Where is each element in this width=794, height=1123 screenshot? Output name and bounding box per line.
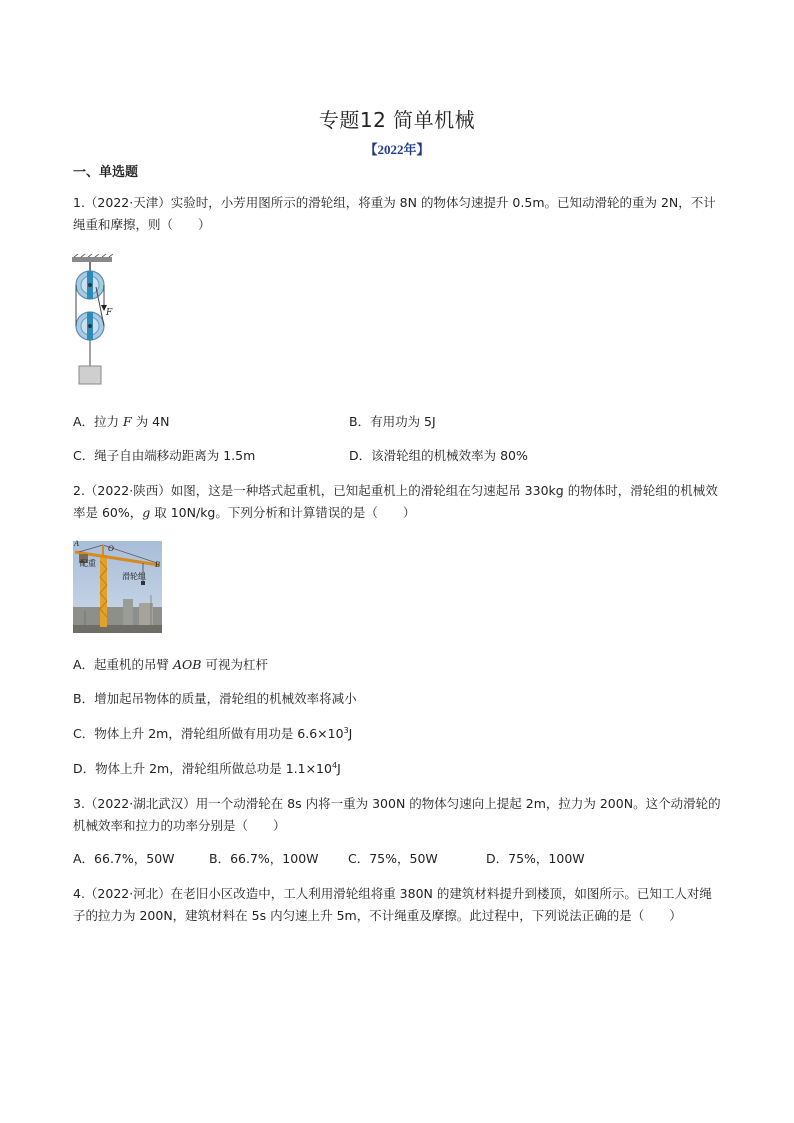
- option-1a: A．拉力 F 为 4N: [73, 414, 170, 429]
- pulley-system-figure: [66, 254, 120, 388]
- option-1d: D．该滑轮组的机械效率为 80%: [349, 448, 528, 463]
- force-label: F: [106, 308, 113, 318]
- photo-label-a: A: [74, 539, 79, 548]
- option-2b: B．增加起吊物体的质量，滑轮组的机械效率将减小: [73, 691, 357, 706]
- page-title: 专题12 简单机械: [318, 108, 476, 132]
- option-3d: D．75%，100W: [486, 851, 585, 866]
- option-3b: B．66.7%，100W: [209, 851, 319, 866]
- option-2a: A．起重机的吊臂 AOB 可视为杠杆: [73, 657, 268, 672]
- question-2-text: 2.（2022·陕西）如图，这是一种塔式起重机，已知起重机上的滑轮组在匀速起吊 330kg 的物体时，滑轮组的机械效率是 60%，g 取 10N/kg。下列分析和计算错误的是（ ）: [73, 483, 718, 520]
- photo-label-o: O: [108, 544, 114, 553]
- option-2d: D．物体上升 2m，滑轮组所做总功是 $1.1\times 10^4J$: [73, 760, 341, 776]
- photo-label-b: B: [155, 560, 160, 569]
- tower-crane-photo: [73, 541, 162, 633]
- option-3a: A．66.7%，50W: [73, 851, 175, 866]
- photo-label-pulley: 滑轮组: [122, 572, 146, 581]
- photo-label-counterweight: 配重: [80, 559, 96, 568]
- option-1c: C．绳子自由端移动距离为 1.5m: [73, 448, 256, 463]
- weight-block: [79, 366, 101, 384]
- option-2c: C．物体上升 2m，滑轮组所做有用功是 $6.6\times 10^3J$: [73, 725, 353, 741]
- option-3c: C．75%，50W: [348, 851, 438, 866]
- question-4-text: 4.（2022·河北）在老旧小区改造中，工人利用滑轮组将重 380N 的建筑材料提升到楼顶，如图所示。已知工人对绳子的拉力为 200N，建筑材料在 5s 内匀速上升 5m，不计绳重及摩擦。此过程中，下列说法正确的是（ ）: [73, 886, 712, 923]
- question-3-text: 3.（2022·湖北武汉）用一个动滑轮在 8s 内将一重为 300N 的物体匀速向上提起 2m，拉力为 200N。这个动滑轮的机械效率和拉力的功率分别是（ ）: [73, 796, 721, 833]
- year-heading: 【2022年】: [364, 142, 430, 157]
- question-1-text: 1.（2022·天津）实验时，小芳用图所示的滑轮组，将重为 8N 的物体匀速提升 0.5m。已知动滑轮的重为 2N，不计绳重和摩擦，则（ ）: [73, 195, 716, 232]
- option-1b: B．有用功为 5J: [349, 414, 436, 429]
- section-heading: 一、单选题: [73, 165, 139, 180]
